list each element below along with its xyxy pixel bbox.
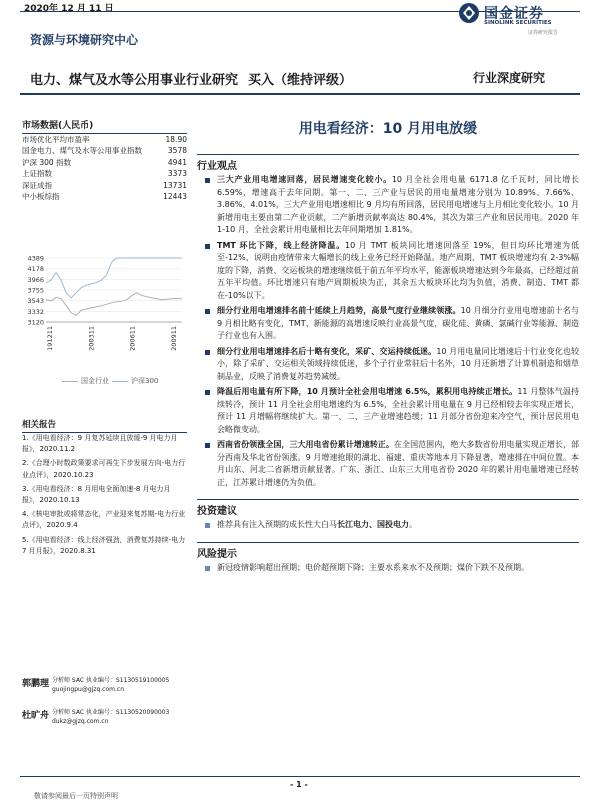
- bullet-icon: [205, 523, 210, 528]
- section-risk: 风险提示: [197, 542, 579, 560]
- y-tick-label: 3966: [27, 275, 44, 284]
- related-report-item: 5.《用电看经济：线上经济强劲，消费复苏持续-电力 7 月月报》，2020.8.31: [22, 535, 186, 555]
- legend-swatch: [112, 381, 128, 382]
- y-tick-label: 4178: [27, 265, 44, 274]
- legend-label: 沪深300: [131, 377, 159, 385]
- author-cert: 分析师 SAC 执业编号：S1130520090003: [52, 709, 170, 716]
- market-data-value: 4941: [167, 157, 187, 167]
- report-title-line: [30, 69, 352, 88]
- footer-disclaimer: 敬请参阅最后一页特别声明: [34, 792, 118, 800]
- company-logo: [458, 2, 588, 34]
- x-tick-label: 191211: [46, 326, 54, 351]
- legend-swatch: [62, 381, 78, 382]
- series-line: [46, 258, 182, 298]
- market-data-value: 12443: [163, 192, 187, 202]
- viewpoint-paragraph: [197, 240, 579, 303]
- market-data-row: [22, 191, 187, 202]
- market-data-row: [22, 134, 187, 145]
- footer: [20, 776, 580, 800]
- main-content: [197, 118, 579, 577]
- y-tick-label: 3543: [27, 297, 44, 306]
- market-data-value: 3373: [167, 169, 187, 179]
- authors: [22, 676, 222, 740]
- market-data-value: 13731: [163, 180, 187, 190]
- bullet-icon: [205, 390, 210, 395]
- related-report-item: 2.《合理小时数政策要求可再生下步发展方向-电力行业点评》，2020.10.23: [22, 459, 186, 479]
- paragraph-lead: 降温后用电量有所下降，10 月预计全社会用电增速 6.5%，累积用电持续正增长。: [217, 387, 518, 396]
- author-email: dukz@gjzq.com.cn: [52, 718, 109, 725]
- related-report-item: 4.《核电审批或将常态化，产业迎来复苏期-电力行业点评》，2020.9.4: [22, 510, 186, 530]
- risk-text: 新冠疫情影响超出预期；电价超预期下降；主要水系来水不及预期；煤价下跌不及预期。: [217, 562, 529, 572]
- series-line: [46, 293, 182, 316]
- paragraph-body: 在全国范围内，绝大多数省份用电量实现正增长，部分西南及华北省份领涨。9 月增速抢眼的湖北、福建、重庆等地本月下降显著，增速排在中间位置。本月山东、河北二省新增贡献显著。广东、浙江、山东三大用电省份 2020 年的累计用电量增速已经转正，江苏累计增速仍为负值。: [217, 440, 579, 487]
- y-tick-label: 4389: [27, 254, 44, 263]
- market-data-label: 深证成指: [22, 180, 52, 190]
- page-number: - 1 -: [290, 780, 308, 789]
- paragraph-lead: 细分行业用电增速排名前十延续上月趋势，高景气度行业继续领涨。: [217, 306, 461, 315]
- viewpoint-paragraphs: [197, 174, 579, 489]
- legend-item: [112, 376, 158, 386]
- y-tick-label: 3120: [27, 318, 44, 327]
- market-data-rows: [22, 134, 187, 202]
- logo-subtitle: 证券研究报告: [528, 30, 559, 36]
- y-tick-label: 3332: [27, 307, 44, 316]
- research-center: 资源与环境研究中心: [30, 33, 139, 47]
- bullet-icon: [205, 566, 210, 571]
- legend-label: 国金行业: [81, 377, 109, 385]
- legend-item: [62, 376, 109, 386]
- market-data-row: [22, 157, 187, 168]
- rating: 买入（维持评级）: [248, 73, 353, 88]
- bullet-icon: [205, 309, 210, 314]
- paragraph-lead: TMT 环比下降，线上经济降温。: [217, 240, 346, 250]
- paragraph-body: 10 月用电量同比增速后十行业变化也较小，除了采矿、交运相关领域持续低迷，多个子行业常驻后十名外，10 月还新增了计算机制造和烟草制品业，反映了消费复苏趋势减缓。: [217, 346, 579, 381]
- author-name: 郭鹏理: [22, 679, 50, 689]
- paragraph-lead: 三大产业用电增速回落，居民增速变化较小。: [217, 175, 392, 184]
- paragraph-body: 10 月 TMT 板块同比增速回落至 19%，但日均环比增速为低至-12%，说明由疫情带来大幅增长的线上业务已经开始降温。地产周期、TMT 板块增速均有 2-3%幅度的下降，消费、交运板块的增速继续低于前五年平均水平，能源板块增速达到今年最高，已经超过前五年平均值。环比增速只有地产周期板块为正，其余五大板块环比均为负值，消费、制造、TMT 都在-10%以下。: [217, 240, 579, 300]
- investment-stocks: 长江电力、国投电力: [337, 520, 409, 529]
- index-line-chart: [22, 252, 187, 372]
- market-data-label: 上证指数: [22, 169, 52, 179]
- y-tick-label: 3755: [27, 286, 44, 295]
- risk-paragraph: [197, 562, 579, 575]
- market-data-label: 中小板综指: [22, 192, 60, 202]
- paragraph-body: 10 月细分行业用电增速前十名与 9 月相比略有变化，TMT、新能源的高增速反映行业高景气度，碳化硅、黄磷、氯碱行业等能源、制造子行业也有入围。: [217, 306, 579, 340]
- paragraph-lead: 细分行业用电增速排名后十略有变化，采矿、交运持续低迷。: [217, 346, 437, 356]
- author-name: 杜旷舟: [22, 711, 50, 721]
- footer-rule: [20, 776, 580, 777]
- author-info: [52, 708, 169, 726]
- related-reports-title: 相关报告: [22, 418, 187, 433]
- bullet-icon: [205, 443, 210, 448]
- x-tick-label: 200311: [87, 326, 96, 351]
- author-info: [52, 676, 169, 694]
- market-data-label: 市场优化平均市盈率: [22, 135, 90, 144]
- viewpoint-paragraph: [197, 346, 579, 384]
- logo-name-en: SINOLINK SECURITIES: [484, 20, 552, 26]
- paragraph-body: 11 月整体气温持续转冷，预计 11 月全社会用电增速约为 6.5%，全社会累计用电量在 9 月已经相较去年实现正增长，预计 11 月增幅将继续扩大。第一、二、三产业增速趋缓；11 月部分省份迎来冷空气，预计居民用电会略微变动。: [217, 387, 579, 434]
- x-tick-label: 200911: [170, 326, 178, 351]
- viewpoint-paragraph: [197, 305, 579, 343]
- paragraph-lead: 西南省份领涨全国，三大用电省份累计增速转正。: [217, 440, 394, 449]
- author-block: [22, 676, 222, 694]
- related-report-item: 1.《用电看经济：9 月复苏延续且放缓-9 月电力月报》，2020.11.2: [22, 434, 178, 454]
- market-data-value: 3578: [167, 146, 187, 156]
- market-data-row: [22, 180, 187, 191]
- market-data-row: [22, 168, 187, 179]
- x-tick-label: 200611: [128, 326, 137, 351]
- paragraph-body: 10 月全社会用电量 6171.8 亿千瓦时，同比增长 6.59%，增速高于去年同期。第一、二、三产业与居民的用电量增速分别为 10.89%、7.66%、3.86%、4.01%，三大产业用电增速相比 9 月均有所回落，居民用电增速与上月相比变化较小。10 月新增用电主要由第二产业贡献，二产新增贡献率高达 80.4%，其次为第三产业和居民用电。2020 年 1-10 月，全社会累计用电量相比去年同期增加 1.81%。: [217, 175, 579, 234]
- market-data-value: 18.90: [165, 135, 187, 144]
- viewpoint-paragraph: [197, 439, 579, 489]
- market-data-label: 沪深 300 指数: [22, 157, 72, 167]
- viewpoint-paragraph: [197, 386, 579, 436]
- market-data-title: 市场数据(人民币): [22, 118, 187, 134]
- bullet-icon: [205, 244, 210, 249]
- section-investment: 投资建议: [197, 499, 579, 517]
- related-reports-list: [22, 433, 187, 560]
- logo-icon: [458, 2, 480, 24]
- author-block: [22, 708, 222, 726]
- author-cert: 分析师 SAC 执业编号：S1130519100005: [52, 677, 170, 684]
- investment-text: 推荐具有注入预期的成长性大白马: [217, 520, 337, 529]
- logo-name-cn: 国金证券: [484, 6, 544, 22]
- investment-end: 。: [409, 520, 417, 529]
- report-type: 行业深度研究: [473, 71, 546, 85]
- bullet-icon: [205, 178, 210, 183]
- industry-title: 电力、煤气及水等公用事业行业研究: [30, 73, 239, 88]
- viewpoint-paragraph: [197, 174, 579, 237]
- market-data-row: [22, 145, 187, 156]
- title-rule: [20, 93, 580, 95]
- author-email: guojingpu@gjzq.com.cn: [52, 686, 125, 693]
- bullet-icon: [205, 350, 210, 355]
- market-data-label: 国金电力、煤气及水等公用事业指数: [22, 146, 142, 156]
- main-title: 用电看经济：10 月用电放缓: [298, 121, 478, 137]
- market-data-panel: [22, 118, 187, 202]
- section-viewpoint: 行业观点: [197, 154, 579, 172]
- investment-paragraph: [197, 519, 579, 532]
- related-report-item: 3.《用电看经济：8 月用电全面加速-8 月电力月报》，2020.10.13: [22, 484, 171, 505]
- report-date: 2020年 12 月 11 日: [24, 4, 114, 14]
